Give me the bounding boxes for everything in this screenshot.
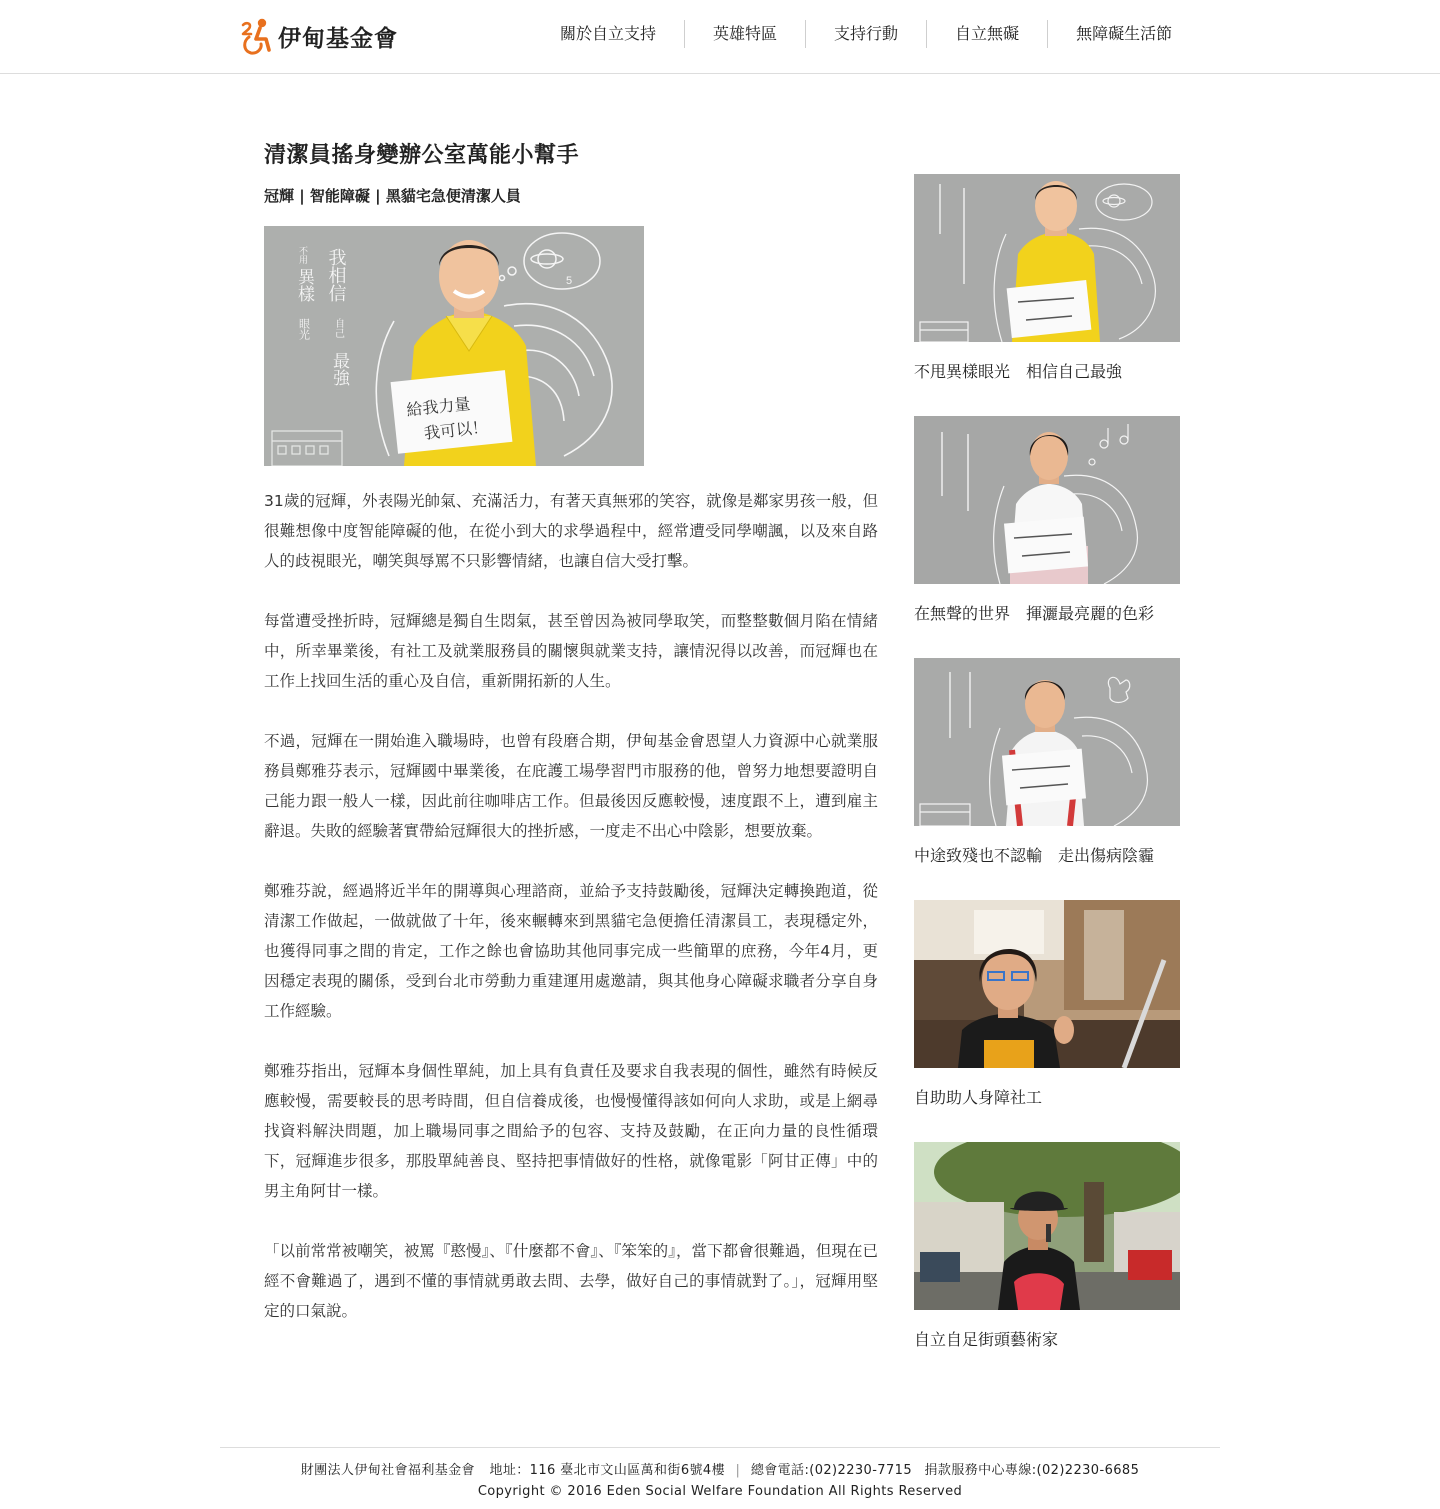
related-story-card[interactable]: [914, 174, 1180, 384]
article-paragraph: 鄭雅芬指出，冠輝本身個性單純，加上具有負責任及要求自我表現的個性，雖然有時候反應較慢，需要較長的思考時間，但自信養成後，也慢慢懂得該如何向人求助，或是上網尋找資料解決問題，加上職場同事之間給予的包容、支持及鼓勵，在正向力量的良性循環下，冠輝進步很多，那股單純善良、堅持把事情做好的性格，就像電影「阿甘正傳」中的男主角阿甘一樣。: [264, 1062, 878, 1200]
article-subtitle: 冠輝 | 智能障礙 | 黑貓宅急便清潔人員: [264, 187, 521, 205]
hero-text-right-2: 自己: [332, 318, 344, 338]
hero-text-right-3: 最強: [329, 352, 349, 386]
sidebar: [914, 174, 1180, 1384]
story-thumbnail[interactable]: [914, 416, 1180, 584]
logo[interactable]: [240, 16, 398, 56]
story-caption[interactable]: 在無聲的世界 揮灑最亮麗的色彩: [914, 604, 1155, 623]
related-story-card[interactable]: [914, 900, 1180, 1110]
street-photo: [914, 1142, 1180, 1310]
story-thumbnail[interactable]: [914, 658, 1180, 826]
hero-photo-illustration: [264, 226, 644, 466]
site-footer: [220, 1447, 1220, 1502]
hero-sign-line-2: 我可以！: [423, 417, 489, 443]
footer-org: 財團法人伊甸社會福利基金會: [300, 1463, 475, 1478]
nav-item-heroes[interactable]: 英雄特區: [684, 20, 805, 48]
office-photo: [914, 900, 1180, 1068]
story-caption[interactable]: 自助助人身障社工: [914, 1088, 1043, 1107]
story-caption[interactable]: 自立自足街頭藝術家: [914, 1330, 1059, 1349]
related-story-card[interactable]: [914, 658, 1180, 868]
hero-text-left-3: 眼光: [297, 318, 311, 340]
related-story-card[interactable]: [914, 416, 1180, 626]
nav-item-support-action[interactable]: 支持行動: [805, 20, 926, 48]
hero-text-left-1: 不用: [297, 246, 307, 264]
footer-contact-line: [220, 1460, 1220, 1481]
site-header: [0, 0, 1440, 74]
footer-copyright: Copyright © 2016 Eden Social Welfare Foundation All Rights Reserved: [477, 1484, 963, 1499]
footer-donation: 捐款服務中心專線:(02)2230-6685: [924, 1463, 1140, 1478]
article-paragraph: 不過，冠輝在一開始進入職場時，也曾有段磨合期，伊甸基金會恩望人力資源中心就業服務員鄭雅芬表示，冠輝國中畢業後，在庇護工場學習門市服務的他，曾努力地想要證明自己能力跟一般人一樣，因此前往咖啡店工作。但最後因反應較慢，速度跟不上，遭到雇主辭退。失敗的經驗著實帶給冠輝很大的挫折感，一度走不出心中陰影，想要放棄。: [264, 732, 878, 840]
related-story-card[interactable]: [914, 1142, 1180, 1352]
story-thumbnail[interactable]: [914, 174, 1180, 342]
story-caption[interactable]: 中途致殘也不認輸 走出傷病陰霾: [914, 846, 1155, 865]
article-paragraph: 每當遭受挫折時，冠輝總是獨自生悶氣，甚至曾因為被同學取笑，而整整數個月陷在情緒中，所幸畢業後，有社工及就業服務員的關懷與就業支持，讓情況得以改善，而冠輝也在工作上找回生活的重心及自信，重新開拓新的人生。: [264, 612, 878, 690]
story-thumbnail[interactable]: [914, 1142, 1180, 1310]
main-nav: [532, 20, 1200, 48]
chalkboard-photo: [914, 174, 1180, 342]
nav-item-festival[interactable]: 無障礙生活節: [1047, 20, 1200, 48]
article: [264, 138, 878, 1326]
article-paragraph: 31歲的冠輝，外表陽光帥氣、充滿活力，有著天真無邪的笑容，就像是鄰家男孩一般，但很難想像中度智能障礙的他，在從小到大的求學過程中，經常遭受同學嘲諷，以及來自路人的歧視眼光，嘲笑與辱罵不只影響情緒，也讓自信大受打擊。: [264, 492, 878, 570]
hero-text-right-1: 我相信: [325, 248, 347, 302]
chalkboard-photo: [914, 658, 1180, 826]
eden-logo-icon: [240, 17, 276, 55]
footer-divider: |: [735, 1463, 741, 1478]
footer-phone: 總會電話:(02)2230-7715: [750, 1463, 912, 1478]
hero-sign-line-1: 給我力量: [405, 393, 472, 420]
hero-image: [264, 226, 644, 466]
article-title: 清潔員搖身變辦公室萬能小幫手: [264, 143, 580, 168]
nav-item-about[interactable]: 關於自立支持: [560, 24, 657, 43]
article-paragraph: 「以前常常被嘲笑，被罵『憨慢』、『什麼都不會』、『笨笨的』，當下都會很難過，但現在已經不會難過了，遇到不懂的事情就勇敢去問、去學，做好自己的事情就對了。」，冠輝用堅定的口氣說。: [264, 1242, 878, 1320]
nav-item-barrier-free[interactable]: 自立無礙: [926, 20, 1047, 48]
article-paragraph: 鄭雅芬說，經過將近半年的開導與心理諮商，並給予支持鼓勵後，冠輝決定轉換跑道，從清潔工作做起，一做就做了十年，後來輾轉來到黑貓宅急便擔任清潔員工，表現穩定外，也獲得同事之間的肯定，工作之餘也會協助其他同事完成一些簡單的庶務，今年4月，更因穩定表現的關係，受到台北市勞動力重建運用處邀請，與其他身心障礙求職者分享自身工作經驗。: [264, 882, 878, 1020]
footer-address: 地址：116 臺北市文山區萬和街6號4樓: [489, 1463, 725, 1478]
svg-text:5: 5: [566, 275, 573, 287]
logo-text: 伊甸基金會: [278, 25, 398, 52]
hero-text-left-2: 異樣: [294, 268, 314, 302]
chalkboard-photo: [914, 416, 1180, 584]
story-caption[interactable]: 不甩異樣眼光 相信自己最強: [914, 362, 1123, 381]
story-thumbnail[interactable]: [914, 900, 1180, 1068]
